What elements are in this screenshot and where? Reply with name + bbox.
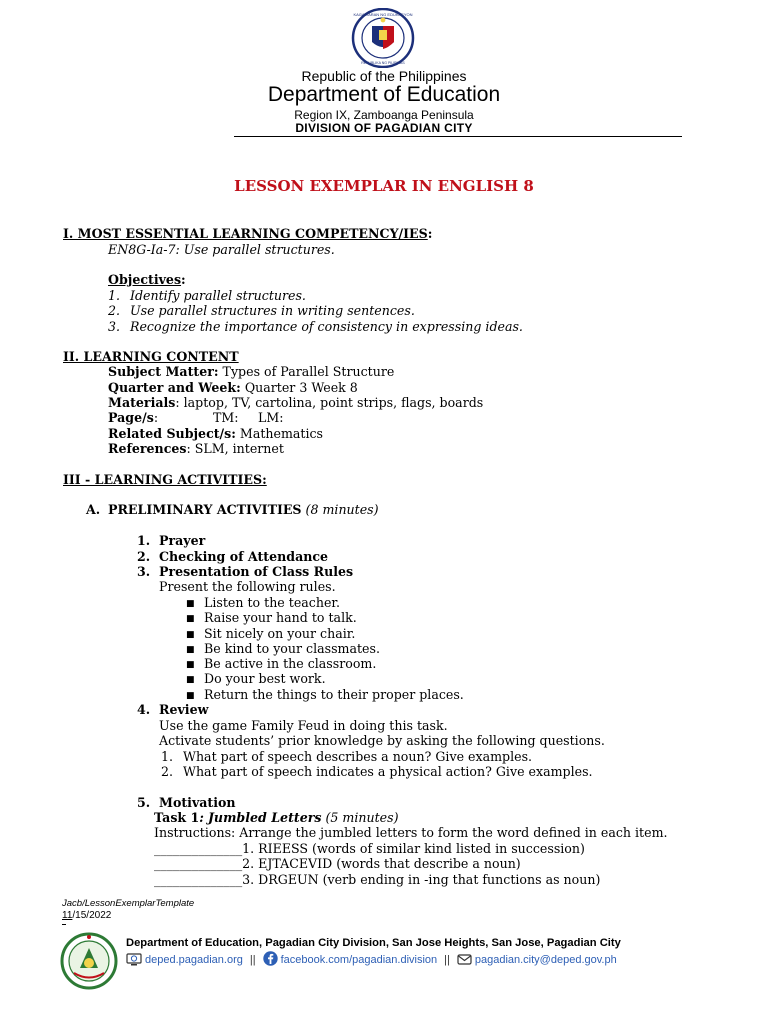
rule-text: Be kind to your classmates.	[204, 641, 380, 656]
review-heading	[137, 702, 208, 717]
review-number: 4.	[137, 702, 151, 717]
subject-matter-value: Types of Parallel Structure	[222, 364, 395, 379]
facebook-link[interactable]: facebook.com/pagadian.division	[280, 954, 438, 966]
activity-text: Presentation of Class Rules	[159, 564, 354, 579]
pages-label: Page/s	[108, 410, 154, 425]
competency-text: EN8G-Ia-7: Use parallel structures.	[108, 242, 335, 257]
task-colon: :	[199, 810, 204, 825]
jumbled-item: ______________1. RIEESS (words of similar kind listed in succession)	[154, 841, 585, 856]
materials-value: : laptop, TV, cartolina, point strips, flags, boards	[175, 395, 484, 410]
preliminary-time: (8 minutes)	[305, 502, 379, 517]
jumbled-item: ______________3. DRGEUN (verb ending in -ing that functions as noun)	[154, 872, 601, 887]
pages-row	[108, 410, 158, 425]
square-bullet-icon: ■	[186, 691, 195, 701]
rule-item	[186, 671, 326, 688]
square-bullet-icon: ■	[186, 660, 195, 670]
objectives-label: Objectives:	[108, 272, 186, 287]
activity-item	[137, 533, 205, 548]
motivation-heading	[137, 795, 236, 810]
section1-heading	[63, 226, 432, 241]
section2-heading: II. LEARNING CONTENT	[63, 349, 239, 364]
objective-number: 3.	[108, 319, 121, 334]
square-bullet-icon: ■	[186, 630, 195, 640]
references-value: : SLM, internet	[186, 441, 284, 456]
square-bullet-icon: ■	[186, 645, 195, 655]
lm-label: LM:	[258, 410, 284, 425]
pagadian-division-logo	[60, 932, 118, 990]
rule-text: Sit nicely on your chair.	[204, 626, 356, 641]
section3-heading: III - LEARNING ACTIVITIES:	[63, 472, 267, 487]
question-text: What part of speech describes a noun? Give examples.	[183, 749, 533, 764]
subject-matter-row	[108, 364, 394, 379]
department-line: Department of Education	[267, 83, 501, 106]
preliminary-label: PRELIMINARY ACTIVITIES	[108, 502, 302, 517]
seal-text-bottom: REPUBLIKA NG PILIPINAS	[361, 61, 405, 65]
tm-label: TM:	[213, 410, 239, 425]
objective-text: Recognize the importance of consistency in expressing ideas.	[130, 319, 523, 334]
motivation-label: Motivation	[159, 795, 236, 810]
references-row	[108, 441, 284, 456]
region-line: Region IX, Zamboanga Peninsula	[294, 108, 474, 122]
objective-item	[108, 319, 523, 334]
rule-text: Raise your hand to talk.	[204, 610, 357, 625]
square-bullet-icon: ■	[186, 675, 195, 685]
deped-seal-logo	[346, 8, 420, 68]
pages-colon: :	[153, 410, 159, 425]
republic-line: Republic of the Philippines	[301, 68, 467, 84]
section1-colon: :	[427, 226, 433, 241]
date-month: 11	[62, 910, 73, 921]
activity-number: 3.	[137, 564, 151, 579]
related-row	[108, 426, 323, 441]
subject-matter-label: Subject Matter:	[108, 364, 219, 379]
objective-item	[108, 288, 306, 303]
related-value: Mathematics	[239, 426, 324, 441]
motivation-number: 5.	[137, 795, 151, 810]
website-link[interactable]: deped.pagadian.org	[145, 954, 243, 966]
question-number: 1.	[161, 749, 174, 764]
globe-icon	[126, 953, 142, 969]
link-separator: ||	[444, 954, 450, 966]
footer-links	[126, 951, 617, 969]
link-separator: ||	[249, 954, 256, 966]
objective-text: Use parallel structures in writing sentences.	[130, 303, 415, 318]
square-bullet-icon: ■	[186, 614, 195, 624]
rule-item	[186, 687, 464, 704]
materials-row	[108, 395, 483, 410]
task-label: Task 1	[154, 810, 200, 825]
rule-text: Be active in the classroom.	[204, 656, 377, 671]
template-date	[62, 910, 111, 921]
activity-text: Prayer	[159, 533, 206, 548]
date-rest: /15/2022	[72, 910, 112, 921]
objective-number: 1.	[108, 288, 121, 303]
review-label: Review	[159, 702, 209, 717]
objective-text: Identify parallel structures.	[130, 288, 306, 303]
rule-text: Return the things to their proper places.	[204, 687, 464, 702]
header-divider	[234, 136, 682, 137]
objective-item	[108, 303, 415, 318]
jumbled-item: ______________2. EJTACEVID (words that describe a noun)	[154, 856, 521, 871]
email-link[interactable]: pagadian.city@deped.gov.ph	[474, 954, 617, 966]
footer-address: Department of Education, Pagadian City Division, San Jose Heights, San Jose, Pagadian City	[126, 937, 621, 949]
related-label: Related Subject/s:	[108, 426, 236, 441]
review-line1: Use the game Family Feud in doing this task.	[159, 718, 448, 733]
objectives-label-text: Objectives	[108, 272, 182, 287]
rule-text: Listen to the teacher.	[204, 595, 341, 610]
preliminary-row	[86, 502, 379, 517]
quarter-label: Quarter and Week:	[108, 380, 241, 395]
review-question	[161, 749, 532, 764]
rule-item	[186, 610, 357, 627]
references-label: References	[108, 441, 187, 456]
review-line2: Activate students’ prior knowledge by asking the following questions.	[159, 733, 605, 748]
quarter-row	[108, 380, 358, 395]
materials-label: Materials	[108, 395, 176, 410]
task-time: (5 minutes)	[325, 810, 399, 825]
activity-number: 2.	[137, 549, 151, 564]
seal-text-top: KAGAWARAN NG EDUKASYON	[353, 12, 413, 17]
instructions-text: Instructions: Arrange the jumbled letters to form the word defined in each item.	[154, 825, 668, 840]
rules-intro: Present the following rules.	[159, 579, 336, 594]
task-name: Jumbled Letters	[207, 810, 322, 825]
footer-dash	[62, 924, 66, 925]
question-text: What part of speech indicates a physical action? Give examples.	[183, 764, 593, 779]
activity-item	[137, 564, 353, 579]
rule-text: Do your best work.	[204, 671, 326, 686]
task-row	[154, 810, 398, 825]
activity-text: Checking of Attendance	[159, 549, 329, 564]
review-question	[161, 764, 593, 779]
activity-item	[137, 549, 328, 564]
template-label: Jacb/LessonExemplarTemplate	[62, 898, 195, 909]
facebook-icon	[263, 951, 278, 969]
document-title: LESSON EXEMPLAR IN ENGLISH 8	[234, 177, 534, 195]
objective-number: 2.	[108, 303, 121, 318]
square-bullet-icon: ■	[186, 599, 195, 609]
division-line: DIVISION OF PAGADIAN CITY	[295, 121, 473, 135]
quarter-value: Quarter 3 Week 8	[244, 380, 358, 395]
preliminary-letter: A.	[86, 502, 101, 517]
section1-heading-text: I. MOST ESSENTIAL LEARNING COMPETENCY/IES	[63, 226, 428, 241]
question-number: 2.	[161, 764, 174, 779]
mail-icon	[457, 953, 472, 969]
activity-number: 1.	[137, 533, 151, 548]
